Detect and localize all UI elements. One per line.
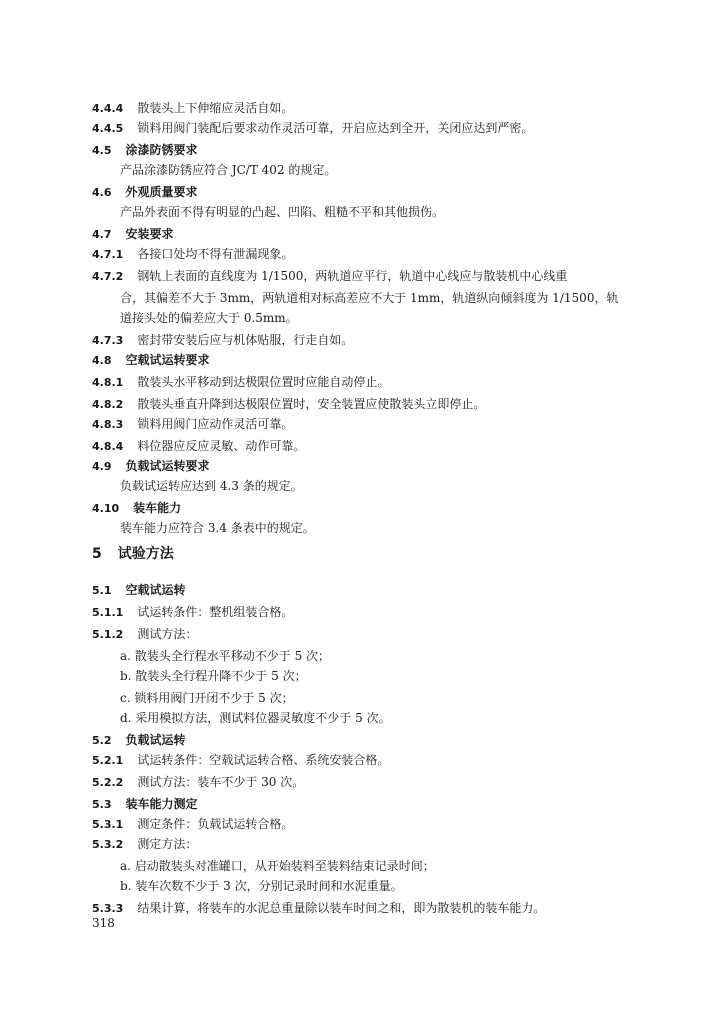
clause-text: 产品外表面不得有明显的凸起、凹陷、粗糙不平和其他损伤。: [120, 205, 445, 219]
clause-line: [92, 332, 353, 349]
clause-text: 试运转条件：整机组装合格。: [137, 605, 294, 619]
clause-text: 产品涂漆防锈应符合 JC/T 402 的规定。: [120, 163, 337, 177]
clause-number: 4.6: [92, 186, 112, 199]
clause-number: 5.1.2: [92, 628, 124, 641]
clause-text: 钢轨上表面的直线度为 1/1500，两轨道应平行，轨道中心线应与散装机中心线重: [137, 269, 568, 283]
clause-line: [92, 438, 305, 455]
clause-text: 锁料用阀门装配后要求动作灵活可靠，开启应达到全开，关闭应达到严密。: [137, 121, 534, 135]
clause-number: 4.8.1: [92, 376, 124, 389]
clause-text: a. 散装头全行程水平移动不少于 5 次；: [120, 649, 331, 663]
section-number: 5: [92, 546, 102, 562]
clause-line: [92, 900, 545, 917]
clause-line: [92, 352, 210, 369]
clause-text: 空载试运转: [125, 583, 186, 597]
clause-text: 测试方法：: [137, 627, 198, 641]
clause-number: 5.2: [92, 734, 112, 747]
clause-number: 4.8.2: [92, 398, 124, 411]
clause-text: a. 启动散装头对准罐口，从开始装料至装料结束记录时间；: [120, 859, 435, 873]
text-line: [120, 310, 298, 326]
clause-line: [92, 500, 181, 517]
clause-line: [92, 120, 533, 137]
clause-text: 试运转条件：空载试运转合格、系统安装合格。: [137, 753, 390, 767]
clause-number: 4.7.1: [92, 248, 124, 261]
text-line: [120, 858, 435, 874]
clause-text: 散装头水平移动到达极限位置时应能自动停止。: [137, 375, 390, 389]
clause-line: [92, 732, 186, 749]
clause-text: 外观质量要求: [125, 185, 198, 199]
clause-number: 5.1: [92, 584, 112, 597]
clause-number: 5.1.1: [92, 606, 124, 619]
clause-line: [92, 582, 186, 599]
text-line: [120, 204, 444, 220]
clause-line: [92, 396, 485, 413]
clause-text: c. 锁料用阀门开闭不少于 5 次；: [120, 691, 294, 705]
clause-line: [92, 226, 174, 243]
clause-line: [92, 796, 198, 813]
section-heading: [92, 543, 174, 563]
clause-text: 测试方法：装车不少于 30 次。: [137, 775, 305, 789]
clause-text: b. 散装头全行程升降不少于 5 次；: [120, 669, 307, 683]
clause-number: 4.10: [92, 502, 120, 515]
text-line: [120, 710, 391, 726]
text-line: [120, 520, 315, 536]
clause-text: 结果计算，将装车的水泥总重量除以装车时间之和，即为散装机的装车能力。: [137, 901, 546, 915]
text-line: [120, 478, 303, 494]
clause-text: 负载试运转应达到 4.3 条的规定。: [120, 479, 303, 493]
clause-number: 4.8.3: [92, 418, 124, 431]
clause-line: [92, 774, 304, 791]
clause-number: 5.2.1: [92, 754, 124, 767]
clause-line: [92, 458, 210, 475]
clause-line: [92, 626, 197, 643]
section-title: 试验方法: [117, 546, 174, 562]
clause-number: 4.4.4: [92, 102, 124, 115]
text-line: [120, 668, 307, 684]
clause-number: 4.8.4: [92, 440, 124, 453]
clause-text: 锁料用阀门应动作灵活可靠。: [137, 417, 294, 431]
page-number: 318: [92, 916, 115, 930]
clause-text: 装车能力: [133, 501, 182, 515]
clause-number: 4.4.5: [92, 122, 124, 135]
clause-line: [92, 604, 293, 621]
clause-line: [92, 374, 389, 391]
clause-text: 测定条件：负载试运转合格。: [137, 817, 294, 831]
clause-number: 4.7.2: [92, 270, 124, 283]
clause-text: 道接头处的偏差应大于 0.5mm。: [120, 311, 298, 325]
text-line: [120, 690, 294, 706]
clause-line: [92, 246, 293, 263]
clause-text: 测定方法：: [137, 837, 198, 851]
clause-line: [92, 416, 293, 433]
clause-text: 涂漆防锈要求: [125, 143, 198, 157]
clause-line: [92, 836, 197, 853]
clause-number: 5.3: [92, 798, 112, 811]
clause-text: 料位器应反应灵敏、动作可靠。: [137, 439, 306, 453]
clause-number: 5.3.3: [92, 902, 124, 915]
text-line: [120, 878, 403, 894]
clause-number: 4.8: [92, 354, 112, 367]
text-line: [120, 162, 336, 178]
clause-text: 装车能力测定: [125, 797, 198, 811]
clause-text: 密封带安装后应与机体贴服，行走自如。: [137, 333, 354, 347]
clause-text: 散装头垂直升降到达极限位置时，安全装置应使散装头立即停止。: [137, 397, 486, 411]
clause-number: 5.3.1: [92, 818, 124, 831]
clause-text: d. 采用模拟方法，测试料位器灵敏度不少于 5 次。: [120, 711, 391, 725]
clause-text: 各接口处均不得有泄漏现象。: [137, 247, 294, 261]
clause-number: 4.9: [92, 460, 112, 473]
clause-number: 4.7: [92, 228, 112, 241]
clause-text: 空载试运转要求: [125, 353, 210, 367]
clause-text: 散装头上下伸缩应灵活自如。: [137, 101, 294, 115]
clause-text: 装车能力应符合 3.4 条表中的规定。: [120, 521, 315, 535]
clause-number: 5.2.2: [92, 776, 124, 789]
clause-number: 5.3.2: [92, 838, 124, 851]
clause-line: [92, 142, 198, 159]
clause-number: 4.7.3: [92, 334, 124, 347]
clause-line: [92, 268, 567, 285]
text-line: [120, 648, 330, 664]
clause-line: [92, 816, 293, 833]
clause-line: [92, 752, 389, 769]
clause-text: 负载试运转要求: [125, 459, 210, 473]
clause-text: 负载试运转: [125, 733, 186, 747]
clause-text: 合，其偏差不大于 3mm，两轨道相对标高差应不大于 1mm，轨道纵向倾斜度为 1/1500，轨: [120, 291, 619, 305]
clause-line: [92, 100, 293, 117]
clause-text: b. 装车次数不少于 3 次，分别记录时间和水泥重量。: [120, 879, 403, 893]
clause-number: 4.5: [92, 144, 112, 157]
text-line: [120, 290, 618, 306]
clause-text: 安装要求: [125, 227, 174, 241]
clause-line: [92, 184, 198, 201]
